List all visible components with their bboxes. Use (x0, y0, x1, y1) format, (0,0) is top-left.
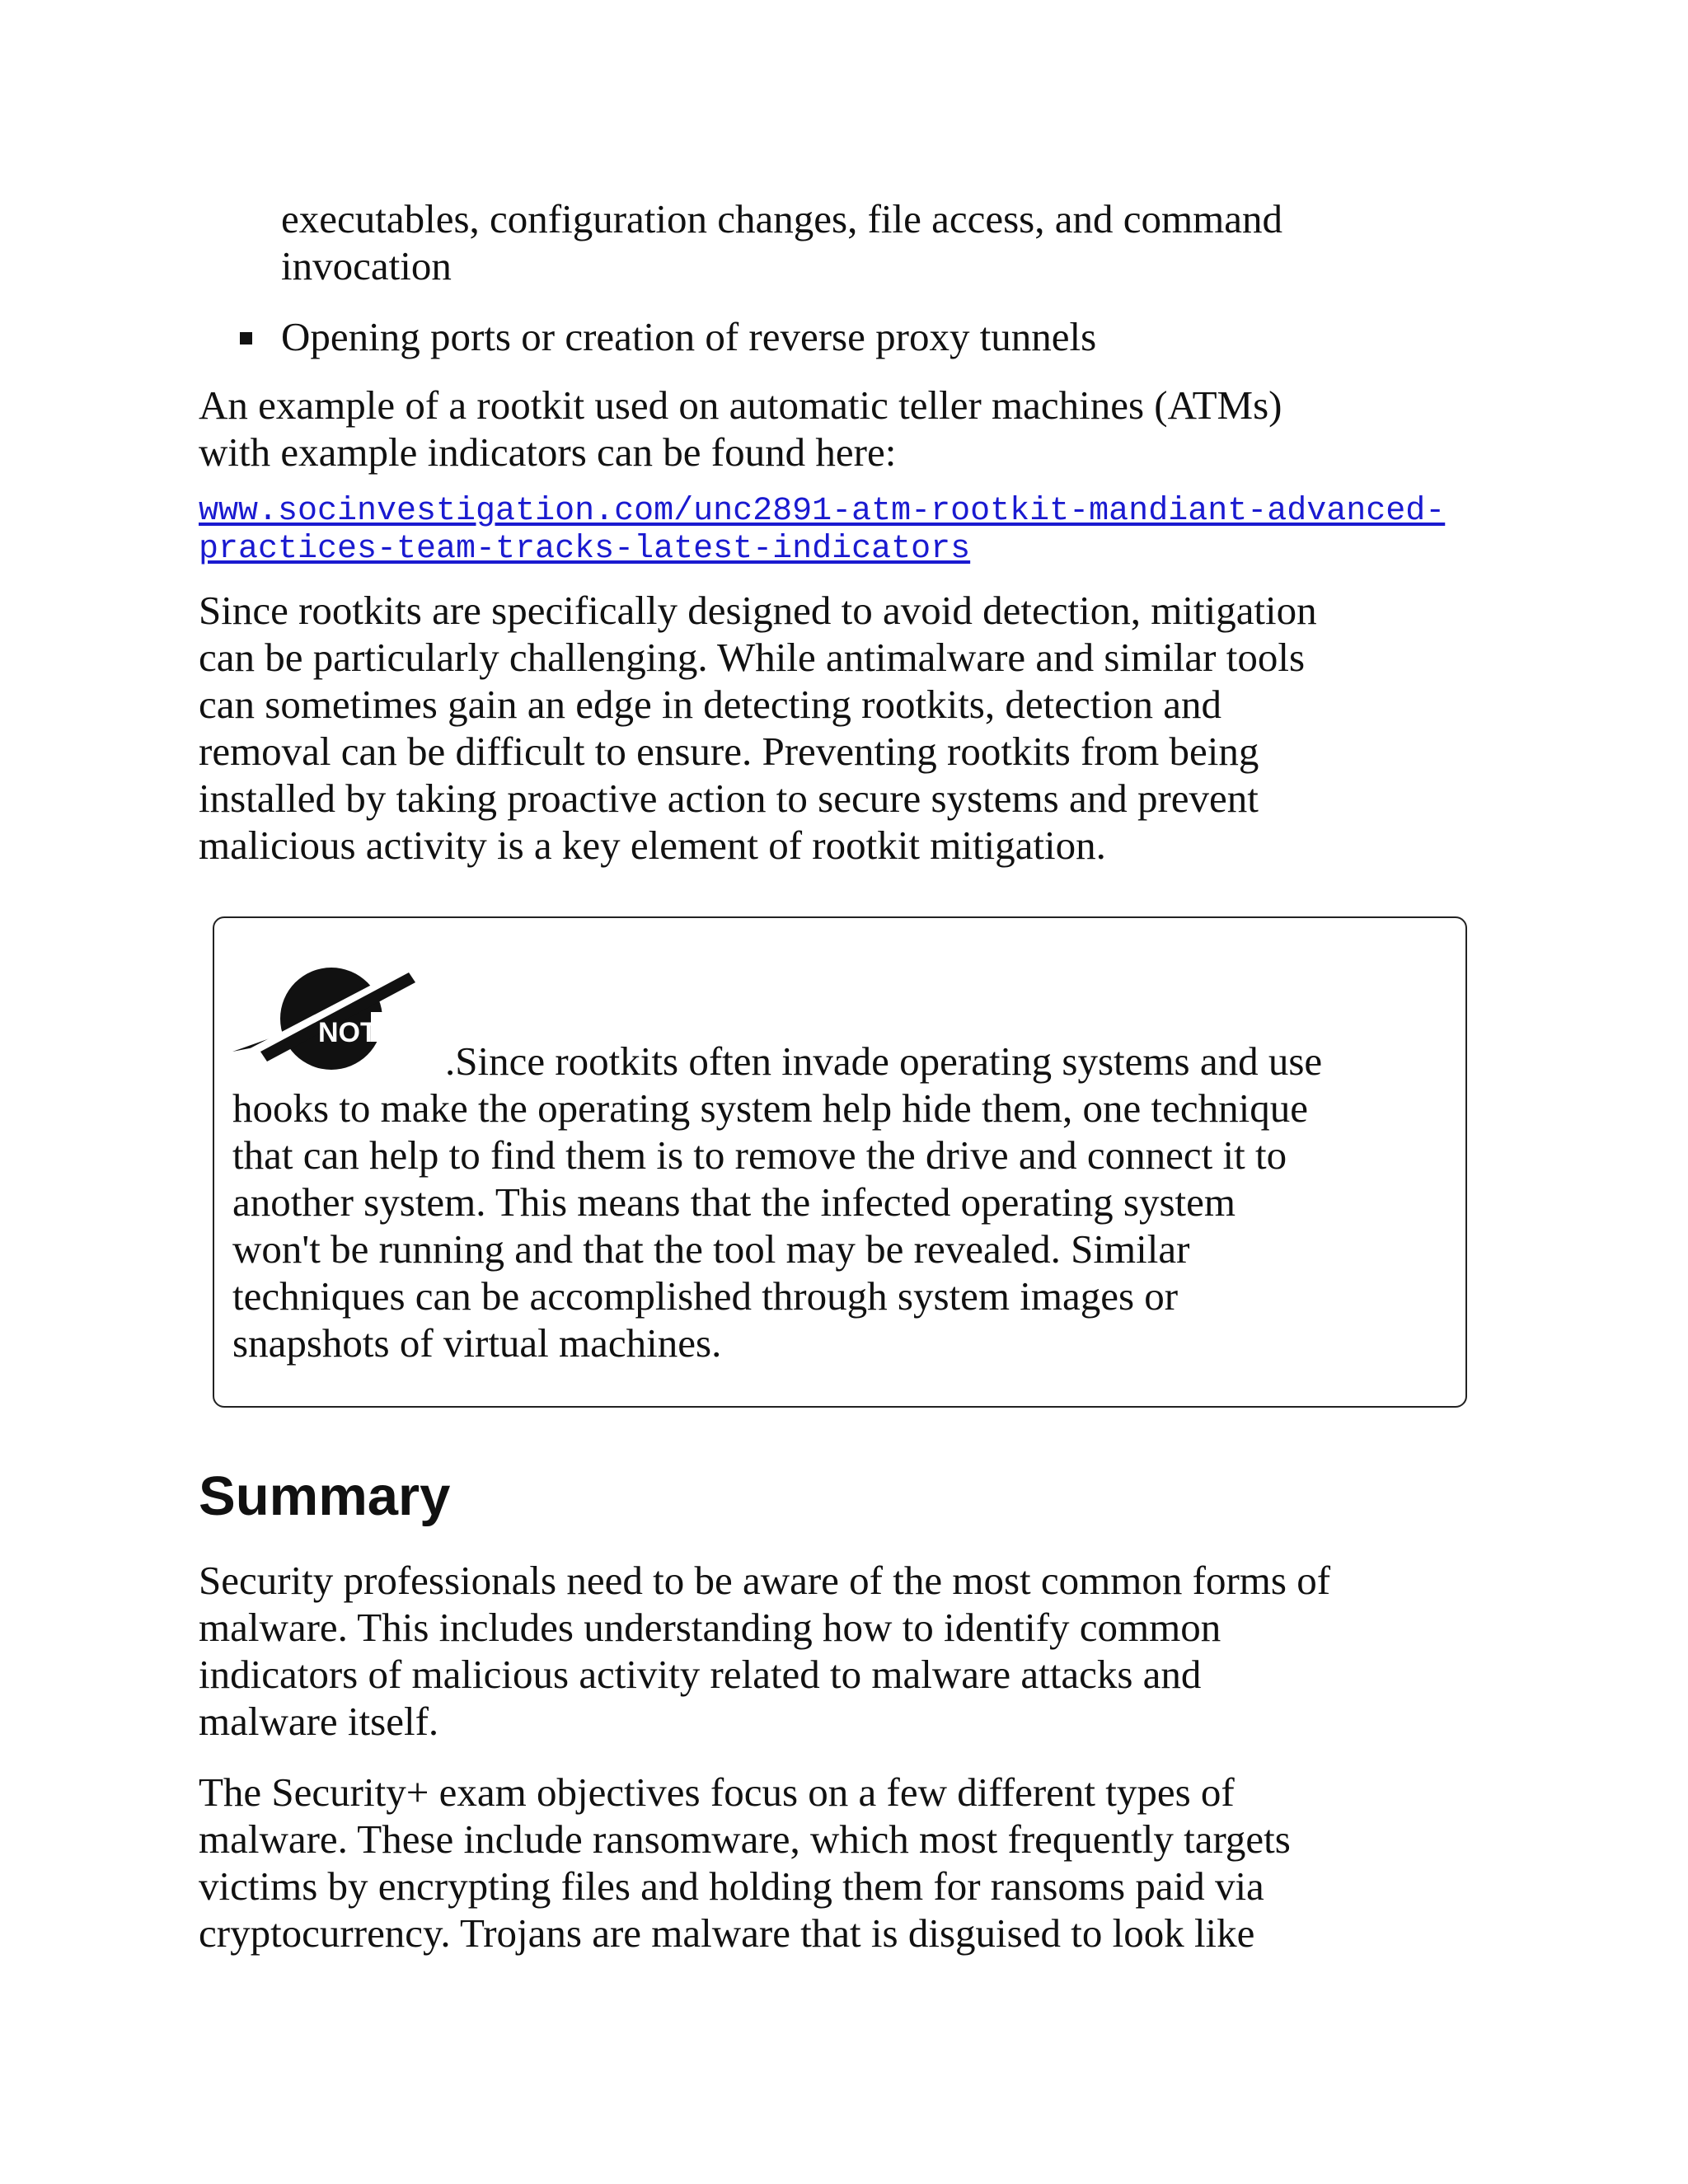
note-icon-label: NOTE (318, 1017, 396, 1048)
text-line: Security professionals need to be aware of the most common forms of (199, 1558, 1331, 1603)
text-line: victims by encrypting files and holding them for ransoms paid via (199, 1863, 1264, 1909)
text-line: another system. This means that the infected operating system (232, 1179, 1236, 1225)
text-line: can sometimes gain an edge in detecting rootkits, detection and (199, 682, 1221, 727)
note-text (232, 1038, 1452, 1366)
text-line: indicators of malicious activity related to malware attacks and (199, 1652, 1202, 1697)
text-line: malware itself. (199, 1699, 439, 1744)
intro-paragraph (199, 382, 1484, 476)
text-line: that can help to find them is to remove the drive and connect it to (232, 1132, 1287, 1178)
text-line: An example of a rootkit used on automatic teller machines (ATMs) (199, 382, 1282, 428)
text-line: can be particularly challenging. While antimalware and similar tools (199, 635, 1306, 680)
text-line: cryptocurrency. Trojans are malware that is disguised to look like (199, 1910, 1255, 1956)
text-line: installed by taking proactive action to secure systems and prevent (199, 776, 1259, 821)
text-line: Since rootkits are specifically designed to avoid detection, mitigation (199, 588, 1317, 633)
link-line[interactable]: www.socinvestigation.com/unc2891-atm-rootkit-mandiant-advanced- (199, 493, 1446, 530)
text-line: snapshots of virtual machines. (232, 1320, 722, 1366)
note-callout-box (213, 916, 1467, 1408)
text-line: hooks to make the operating system help hide them, one technique (232, 1085, 1308, 1131)
link-line[interactable]: practices-team-tracks-latest-indicators (199, 531, 971, 568)
square-bullet-icon (240, 332, 252, 344)
summary-paragraph-2 (199, 1769, 1484, 1957)
text-line: with example indicators can be found here: (199, 429, 897, 475)
text-line: .Since rootkits often invade operating systems and use (445, 1038, 1323, 1084)
bullet-item-text: Opening ports or creation of reverse proxy tunnels (281, 314, 1097, 359)
text-line: invocation (281, 243, 452, 288)
text-line: malware. This includes understanding how to identify common (199, 1605, 1221, 1650)
text-line: removal can be difficult to ensure. Preventing rootkits from being (199, 729, 1259, 774)
text-line: won't be running and that the tool may be revealed. Similar (232, 1226, 1190, 1272)
text-line: executables, configuration changes, file access, and command (281, 196, 1282, 241)
rootkit-indicators-link[interactable] (199, 493, 1517, 569)
summary-heading: Summary (199, 1465, 451, 1527)
text-line: The Security+ exam objectives focus on a few different types of (199, 1769, 1235, 1815)
text-line: malicious activity is a key element of rootkit mitigation. (199, 823, 1106, 868)
bullet-continuation-text (281, 195, 1468, 289)
mitigation-paragraph (199, 587, 1484, 869)
text-line: malware. These include ransomware, which most frequently targets (199, 1816, 1291, 1862)
summary-paragraph-1 (199, 1557, 1484, 1745)
text-line: techniques can be accomplished through system images or (232, 1273, 1179, 1319)
